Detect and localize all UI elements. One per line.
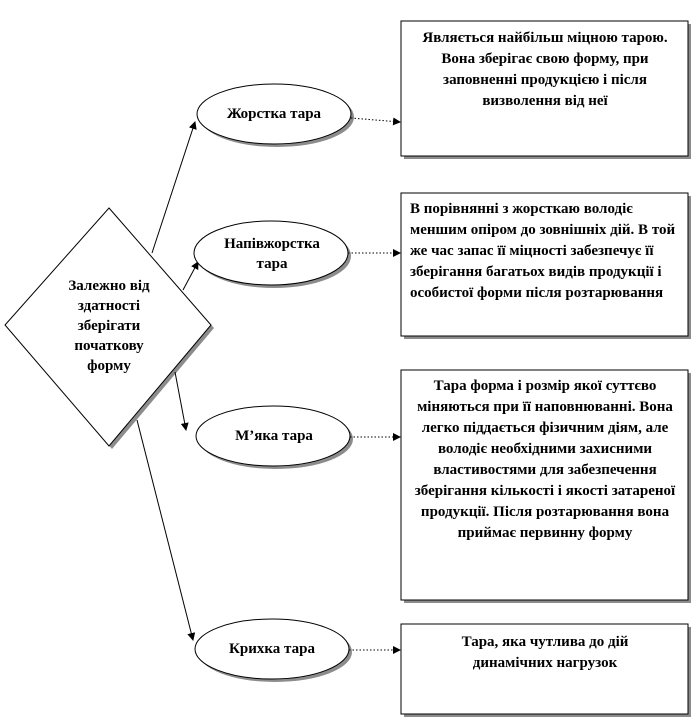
description-soft: Тара форма і розмір якої суттєво міняються при її наповнюванні. Вона легко піддається фізичним діям, але володіє необхідними захисними властивостями для забезпечення зберігання кількості і якості затареної продукції. Після розтарювання вона приймає первинну форму (408, 376, 682, 544)
description-semirigid: В порівнянні з жорсткаю володіє меншим опіром до зовнішніх дій. В той же час запас її міцності забезпечує її зберігання багатьох видів продукції і особистої форми після розтарювання (410, 199, 684, 304)
description-rigid: Являється найбільш міцною тарою. Вона зберігає свою форму, при заповненні продукцією і після визволення від неї (410, 28, 680, 112)
description-fragile: Тара, яка чутлива до дій динамічних нагрузок (420, 632, 670, 674)
connector-fragile (137, 420, 193, 640)
root-label: Залежно від здатності зберігати початкову форму (68, 278, 150, 374)
connector-rigid (152, 122, 195, 253)
category-label-semirigid: Напівжорстка тара (224, 236, 320, 272)
connector-semirigid (183, 262, 198, 290)
category-label-rigid: Жорстка тара (226, 105, 322, 122)
connector-soft (175, 372, 186, 430)
link-rigid (351, 118, 400, 122)
category-label-fragile: Крихка тара (229, 640, 315, 657)
category-label-soft: М’яка тара (235, 427, 313, 444)
